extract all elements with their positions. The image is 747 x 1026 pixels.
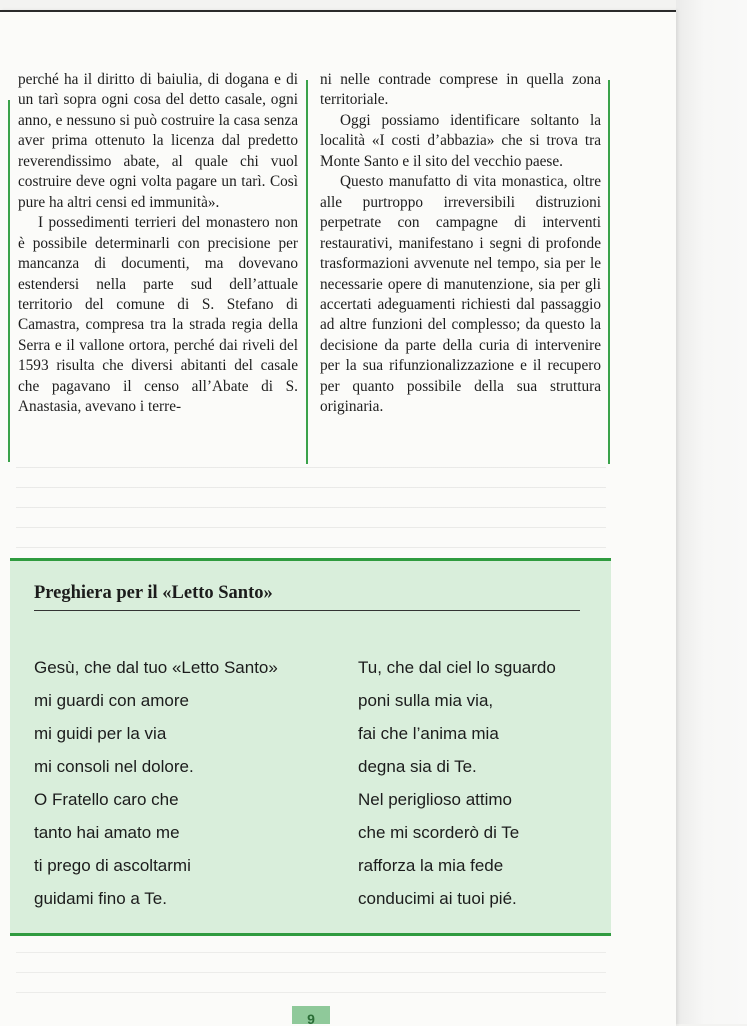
verse-line: rafforza la mia fede bbox=[358, 856, 504, 875]
prayer-left-stanza bbox=[34, 651, 278, 915]
right-paragraph-1: ni nelle contrade comprese in quella zona territoriale. bbox=[320, 71, 601, 109]
left-paragraph-1: perché ha il diritto di baiulia, di dogana e di un tarì sopra ogni cosa del detto casale, ogni anno, e nessuno si può costruire la casa senza aver prima ottenuto la licenza dal predetto reverendissimo abate, al quale chi vuol costruire deve ogni volta pagare un tarì. Così pure ha altri censi ed immunità». bbox=[18, 71, 298, 211]
article-left-column bbox=[18, 70, 298, 464]
verse-line: fai che l’anima mia bbox=[358, 724, 499, 743]
verse-line: mi guidi per la via bbox=[34, 724, 167, 743]
verse-line: Nel periglioso attimo bbox=[358, 790, 513, 809]
verse-line: ti prego di ascoltarmi bbox=[34, 856, 191, 875]
verse-line: poni sulla mia via, bbox=[358, 691, 494, 710]
page-edge bbox=[676, 0, 747, 1024]
document-page bbox=[0, 10, 676, 1026]
prayer-box bbox=[10, 558, 611, 936]
right-paragraph-2: Oggi possiamo identificare soltanto la località «I costi d’abbazia» che si trova tra Monte Santo e il sito del vecchio paese. bbox=[320, 111, 601, 170]
page-number: 9 bbox=[292, 1006, 330, 1024]
prayer-title: Preghiera per il «Letto Santo» bbox=[34, 583, 580, 611]
left-green-rule bbox=[8, 100, 10, 462]
left-paragraph-2: I possedimenti terrieri del monastero non è possibile determinarli con precisione per mancanza di documenti, ma dovevano estendersi nella parte sud dell’attuale territorio del comune di S. Stefano di Camastra, compresa tra la strada regia della Serra e il vallone ortora, perché dai riveli del 1593 risulta che diversi abitanti del casale che pagavano il censo all’Abate di S. Anastasia, avevano i terre- bbox=[18, 214, 298, 416]
verse-line: tanto hai amato me bbox=[34, 823, 180, 842]
verse-line: degna sia di Te. bbox=[358, 757, 477, 776]
middle-green-rule bbox=[306, 80, 308, 464]
verse-line: mi consoli nel dolore. bbox=[34, 757, 194, 776]
right-paragraph-3: Questo manufatto di vita monastica, oltre alle purtroppo irreversibili distruzioni perpetrate con campagne di interventi restaurativi, manifestano i segni di profonde trasformazioni avvenute nel tempo, sia per le necessarie opere di manutenzione, sia per gli accertati adeguamenti richiesti dal passaggio ad altre funzioni del complesso; da questo la decisione da parte della curia di intervenire per la sua rifunzionalizzazione e il recupero per quanto possibile della sua struttura originaria. bbox=[320, 173, 601, 416]
verse-line: conducimi ai tuoi pié. bbox=[358, 889, 517, 908]
prayer-right-stanza bbox=[358, 651, 556, 915]
verse-line: guidami fino a Te. bbox=[34, 889, 167, 908]
article-right-column bbox=[320, 70, 601, 464]
verse-line: che mi scorderò di Te bbox=[358, 823, 520, 842]
verse-line: O Fratello caro che bbox=[34, 790, 179, 809]
show-through-text-top bbox=[16, 467, 606, 557]
right-green-rule bbox=[608, 80, 610, 464]
verse-line: Gesù, che dal tuo «Letto Santo» bbox=[34, 658, 278, 677]
show-through-text-bottom bbox=[16, 932, 606, 1002]
verse-line: Tu, che dal ciel lo sguardo bbox=[358, 658, 556, 677]
verse-line: mi guardi con amore bbox=[34, 691, 189, 710]
